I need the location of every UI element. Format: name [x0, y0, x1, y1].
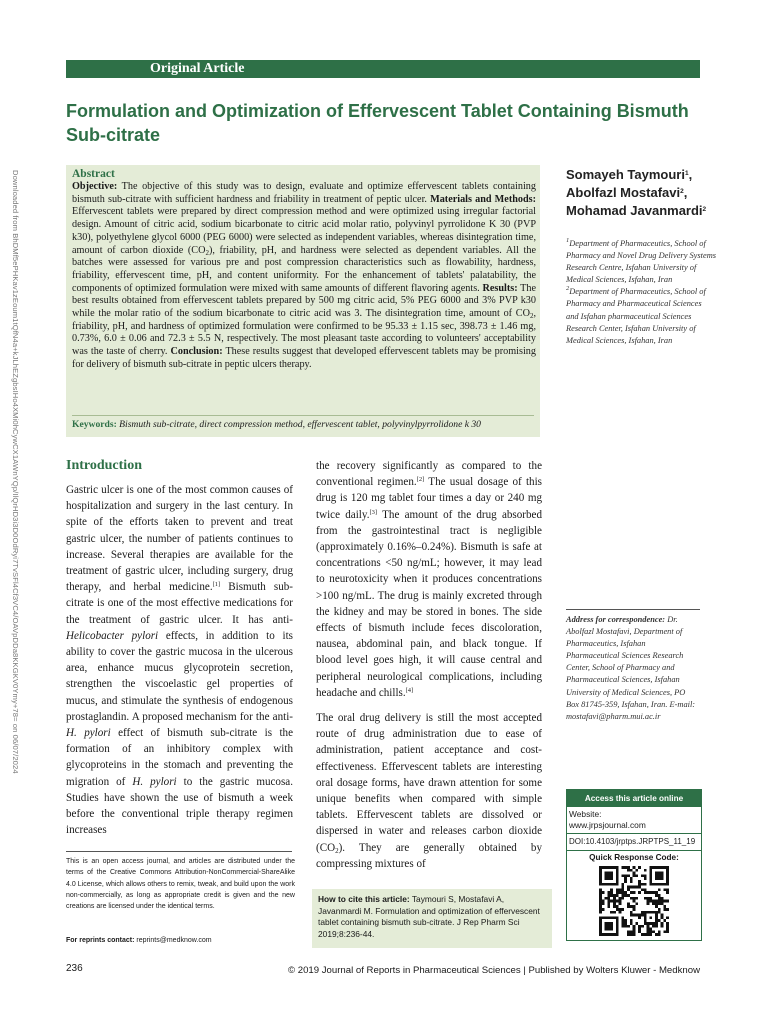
access-heading: Access this article online [567, 790, 701, 807]
p1-italic-3: H. pylori [132, 775, 177, 788]
citation-body: Taymouri S, Mostafavi A, Javanmardi M. Formulation and optimization of effervescent tablet containing bismuth sub-citrate. J Rep Pharm Sci 2019;8:236-44. [318, 894, 540, 939]
reference-3[interactable]: [3] [369, 508, 378, 516]
citation-label: How to cite this article: [318, 894, 410, 904]
affiliation-1 [566, 238, 716, 286]
p1-b: Bismuth sub-citrate is one of the most effective medications for the treatment of gastric ulcer. It has anti- [66, 581, 293, 626]
author-1: Somayeh Taymouri$^1$, [566, 167, 693, 182]
p3-subscript: 2 [335, 846, 339, 855]
affiliation-2-sup: 2 [566, 285, 570, 293]
intro-paragraph-1 [66, 482, 293, 838]
correspondence-text: Dr. Abolfazl Mostafavi, Department of Pharmaceutics, Isfahan Pharmaceutical Sciences Research Center, School of Pharmacy and Pharmaceutical Sciences, Isfahan University of Medical Sciences, PO Box 81745-359, Isfahan, Iran. E-mail: mostafavi@pharm.mui.ac.ir [566, 615, 696, 721]
website-label: Website: [569, 809, 602, 819]
methods-subscript: 2 [205, 248, 209, 257]
keywords-text: Bismuth sub-citrate, direct compression method, effervescent tablet, polyvinylpyrrolidone k 30 [116, 419, 481, 430]
body-column-middle [316, 458, 542, 872]
objective-label: Objective: [72, 181, 118, 192]
reprints-label: For reprints contact: [66, 937, 135, 944]
introduction-heading: Introduction [66, 458, 142, 473]
p1-italic-2: H. pylori [66, 727, 111, 740]
p1-italic-1: Helicobacter pylori [66, 629, 159, 642]
p1-a: Gastric ulcer is one of the most common causes of hospitalization and surgery in the last century. In spite of the efforts taken to prevent and treat gastric ulcer, the number of patients continues to increase. Several therapies are available for the treatment of gastric ulcer, including surgery, drug therapy, and herbal medicine. [66, 484, 293, 594]
abstract-box [66, 165, 540, 437]
footer-copyright: © 2019 Journal of Reports in Pharmaceutical Sciences | Published by Wolters Kluwer - Medknow [288, 965, 700, 976]
abstract-heading: Abstract [72, 168, 115, 180]
access-website [567, 809, 703, 831]
p1-d: effect of bismuth sub-citrate is the formation of an inhibitory complex with glycoproteins in the stomach and preventing the migration of [66, 727, 293, 788]
methods-label: Materials and Methods: [430, 193, 536, 205]
qr-code-icon [599, 866, 669, 936]
correspondence-divider [566, 609, 700, 610]
download-watermark [6, 170, 24, 774]
affiliation-2 [566, 286, 716, 346]
author-list [566, 166, 736, 220]
keywords-label: Keywords: [72, 419, 117, 430]
qr-label: Quick Response Code: [589, 853, 679, 862]
affiliation-2-text: Department of Pharmaceutics, School of Pharmacy and Pharmaceutical Sciences and Isfahan pharmaceutical Sciences Research Center, Isfahan University of Medical Sciences, Isfahan, Iran [566, 287, 706, 345]
p1-e: to the gastric mucosa. Studies have shown the use of bismuth a week before the conventional triple therapy regimen increases [66, 775, 293, 837]
affiliations [566, 238, 716, 347]
keywords-divider [72, 415, 534, 416]
author-3 [566, 202, 736, 220]
citation-text [318, 894, 546, 940]
website-link[interactable]: www.jrpsjournal.com [569, 820, 646, 830]
body-column-left [66, 482, 293, 838]
results-text-cont: , friability, pH, and hardness of optimized formulation were confirmed to be 95.33 ± 1.15 sec, 398.73 ± 1.46 mg, 0.73%, 6.0 ± 0.06 and 72.3 ± 5.5 N, respectively. The most pleasant taste according to volunteers' acceptability was the taste of cherry. [72, 308, 536, 358]
access-divider-2 [567, 850, 701, 851]
download-watermark-text: Downloaded from BhDMf5ePHKav1zEoum1tQfN4a+kJLhEZgbsIHo4XMi0hCywCX1AWnYQp/IlQrHD3i3D0OdRyi7TvSFl4Cf3VC4/OAVpDDa8KKGKV0Ymy+78= on 06/07/2024 [11, 170, 20, 774]
reprints-contact [66, 936, 212, 946]
license-notice: This is an open access journal, and articles are distributed under the terms of the Creative Commons Attribution-NonCommercial-ShareAlike 4.0 License, which allows others to remix, tweak, and build upon the work non-commercially, as long as appropriate credit is given and the new creations are licensed under the identical terms. [66, 858, 295, 911]
affiliation-1-sup: 1 [566, 237, 570, 244]
p1-c: effects, in addition to its ability to cover the gastric mucosa in the ulcerous area, enhance mucus glycoprotein secretion, strengthen the viscoelastic gel properties of mucus, and stimulate the synthesis of endogenous prostaglandin. A proposed mechanism for the anti- [66, 629, 293, 723]
results-subscript: 2 [529, 312, 534, 321]
conclusion-label: Conclusion: [170, 346, 223, 358]
access-online-box [566, 789, 702, 941]
author-2-sup: 2 [680, 188, 684, 195]
reprints-email[interactable]: reprints@medknow.com [134, 937, 212, 944]
p3-a: The oral drug delivery is still the most accepted route of drug administration due to ease of administration, patient acceptance and cost-effectiveness. Effervescent tablets are interesting oral dosage forms, have drawn attention for some unique benefits when compared with simple tablets. Effervescent tablets are dissolved or dispersed in water and releases carbon dioxide (CO [316, 712, 542, 854]
keywords [72, 419, 536, 431]
article-type-banner [66, 60, 700, 78]
author-2: Abolfazl Mostafavi$^2$, [566, 185, 688, 200]
reference-1[interactable]: [1] [212, 581, 221, 589]
affiliation-1-text: Department of Pharmaceutics, School of Pharmacy and Novel Drug Delivery Systems Research Centre, Isfahan University of Medical Sciences, Isfahan, Iran [566, 239, 717, 285]
license-divider [66, 851, 292, 852]
results-label: Results: [482, 282, 518, 294]
methods-text-cont: ), friability, pH, and hardness were selected as dependent variables. All the batches were assessed for various pre and post compression characteristics such as flowability, hardness, friability, effervescent time, pH, and content uniformity. For the enhancement of tablets' palatability, the components of optimized formulation were mixed with same amounts of different flavoring agents. [72, 244, 536, 294]
correspondence-label: Address for correspondence: [566, 615, 666, 624]
access-divider-1 [567, 833, 701, 834]
article-title: Formulation and Optimization of Effervescent Tablet Containing Bismuth Sub-citrate [66, 101, 689, 145]
author-3-name: Mohamad Javanmardi [566, 203, 703, 218]
author-1-sup: 1 [684, 170, 689, 177]
results-text: The best results obtained from effervescent tablets prepared by 500 mg citric acid, 5% PEG 6000 and 3% PVP k30 while the molar ratio of the sodium bicarbonate to citric acid was 3. The disintegration time, amount of CO [72, 282, 537, 320]
p2-c: The amount of the drug absorbed from the gastrointestinal tract is negligible (approximately 0.16%–0.24%). Bismuth is safe at concentrations <50 ng/mL; however, it may lead to neurotoxicity when it produces concentrations >100 ng/mL. The drug is mainly excreted through the kidney and may be stored in bones. The side effects of bismuth include feces discoloration, nausea, abdominal pain, and black tongue. If blood level goes high, it will cause central and peripheral neurological complications, including headache and chills. [316, 508, 542, 699]
page-number: 236 [66, 963, 83, 974]
p3-b: ). They are generally obtained by compressing mixtures of [316, 841, 542, 870]
reference-4[interactable]: [4] [405, 686, 414, 694]
author-3-sup: 2 [702, 206, 707, 213]
author-1-name: Somayeh Taymouri [566, 167, 685, 182]
objective-text: The objective of this study was to design, evaluate and optimize effervescent tablets containing bismuth sub-citrate with sufficient hardness and friability in treatment of peptic ulcer. [72, 181, 536, 205]
methods-text: Effervescent tablets were prepared by direct compression method and were optimized using irregular factorial design. Amount of citric acid, sodium bicarbonate to citric acid molar ratio, polyvinyl pyrrolidone K 30 (PVP k30), polyethylene glycol 6000 (PEG 6000) were selected as independent variables, whereas disintegration time, amount of carbon dioxide (CO [72, 206, 536, 256]
correspondence-address [566, 614, 700, 723]
abstract-body [72, 181, 536, 372]
access-doi[interactable]: DOI:10.4103/jrptps.JRPTPS_11_19 [569, 837, 696, 846]
article-type-label: Original Article [136, 60, 258, 78]
conclusion-text: These results suggest that developed effervescent tablets may be promising for delivery of bismuth sub-citrate in peptic ulcers therapy. [72, 346, 536, 370]
citation-box [312, 889, 552, 948]
author-2-name: Abolfazl Mostafavi [566, 185, 681, 200]
p2-a: the recovery significantly as compared to the conventional regimen. [316, 460, 542, 489]
intro-paragraph-3 [316, 710, 542, 872]
intro-paragraph-2 [316, 458, 542, 701]
p2-b: The usual dosage of this drug is 120 mg tablet four times a day or 240 mg twice daily. [316, 476, 542, 521]
reference-2[interactable]: [2] [416, 476, 425, 484]
